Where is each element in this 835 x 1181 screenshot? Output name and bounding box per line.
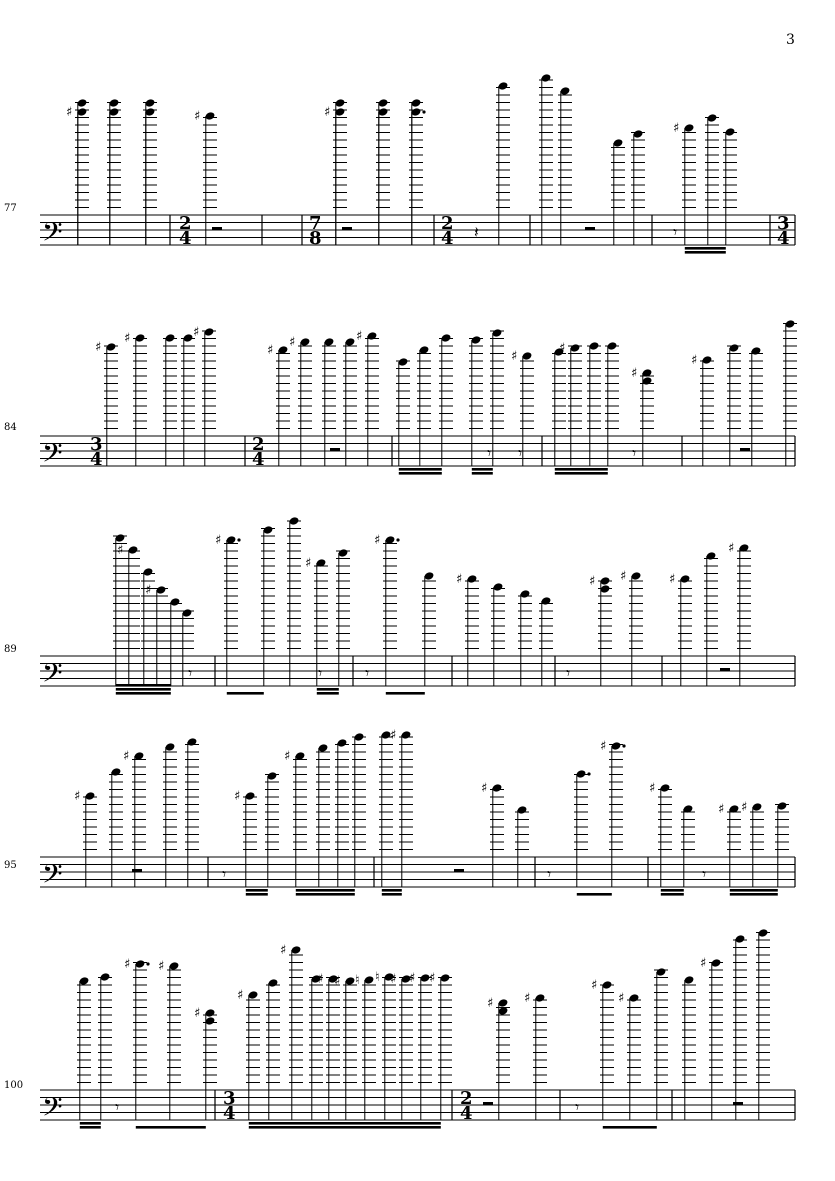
sharp-icon: ♯ <box>145 583 152 598</box>
note <box>552 347 566 466</box>
sharp-icon: ♯ <box>124 957 131 972</box>
time-sig-denominator: 8 <box>309 228 322 249</box>
sharp-icon: ♯ <box>66 105 73 120</box>
note <box>143 107 157 245</box>
time-signature <box>460 1088 473 1124</box>
rest-icon: 𝄾 <box>566 663 571 683</box>
beam <box>555 468 608 471</box>
note <box>631 129 645 245</box>
sharp-icon: ♯ <box>305 556 312 571</box>
note <box>491 582 505 686</box>
beam <box>382 889 402 892</box>
beam <box>136 1126 206 1129</box>
note <box>181 333 195 466</box>
note <box>511 349 534 466</box>
sharp-icon: ♯ <box>237 988 244 1003</box>
measure-number: 84 <box>4 422 17 433</box>
note <box>558 86 572 245</box>
rest-icon: 𝄾 <box>632 443 637 463</box>
beam <box>227 692 264 695</box>
beam <box>317 692 339 695</box>
sharp-icon: ♯ <box>390 972 397 987</box>
time-sig-numerator: 2 <box>179 213 192 234</box>
rest-icon: 𝄾 <box>575 1097 580 1117</box>
sharp-icon: ♯ <box>631 366 638 381</box>
rest-icon: 𝄾 <box>365 663 370 683</box>
rest-icon: 𝄾 <box>518 443 523 463</box>
rest-icon <box>132 869 142 873</box>
augmentation-dot <box>587 772 590 775</box>
note <box>574 769 591 887</box>
measure-number: 77 <box>4 203 17 214</box>
sharp-icon: ♯ <box>673 121 680 136</box>
sharp-icon: ♯ <box>324 105 331 120</box>
note <box>280 943 303 1120</box>
note <box>649 781 672 887</box>
beam <box>296 893 355 896</box>
note <box>124 957 150 1120</box>
staff-svg <box>0 280 835 480</box>
note <box>287 516 301 686</box>
sharp-icon: ♯ <box>356 329 363 344</box>
sharp-icon: ♯ <box>700 956 707 971</box>
time-signature <box>179 213 192 249</box>
time-sig-denominator: 4 <box>90 449 103 470</box>
beam <box>80 1126 101 1129</box>
rest-icon: 𝄾 <box>188 663 193 683</box>
sharp-icon: ♯ <box>317 972 324 987</box>
note <box>728 541 751 686</box>
rest-icon <box>483 1102 493 1106</box>
rest-icon <box>720 668 730 672</box>
beam <box>577 893 612 896</box>
beam <box>685 247 726 250</box>
note <box>417 345 431 466</box>
beam <box>472 468 493 471</box>
time-signature <box>777 213 790 249</box>
time-sig-numerator: 3 <box>90 434 103 455</box>
sharp-icon: ♯ <box>456 572 463 587</box>
rest-icon <box>733 1102 743 1106</box>
note <box>343 337 357 466</box>
staff-system-1 <box>0 0 835 270</box>
sharp-icon: ♯ <box>215 533 222 548</box>
note <box>691 353 714 466</box>
time-sig-denominator: 4 <box>777 228 790 249</box>
time-sig-denominator: 4 <box>179 228 192 249</box>
time-signature <box>309 213 322 249</box>
time-sig-numerator: 3 <box>223 1088 236 1109</box>
sharp-icon: ♯ <box>194 109 201 124</box>
rest-icon: 𝄾 <box>318 663 323 683</box>
sharp-icon: ♯ <box>620 569 627 584</box>
bass-clef-icon: 𝄢 <box>42 1091 63 1129</box>
beam <box>382 893 402 896</box>
beam <box>661 893 684 896</box>
augmentation-dot <box>146 962 149 965</box>
rest-icon <box>585 227 595 231</box>
augmentation-dot <box>422 110 425 113</box>
note <box>775 801 789 887</box>
note <box>77 976 91 1120</box>
note <box>756 928 770 1120</box>
note <box>539 73 553 245</box>
natural-icon: ♮ <box>355 973 360 988</box>
beam <box>116 692 171 695</box>
staff-system-4 <box>0 700 835 910</box>
note <box>309 974 323 1120</box>
rest-icon <box>342 227 352 231</box>
note <box>356 329 379 466</box>
rest-icon: 𝄽 <box>474 222 479 242</box>
time-sig-denominator: 4 <box>460 1103 473 1124</box>
note <box>727 343 741 466</box>
time-sig-numerator: 2 <box>441 213 454 234</box>
sharp-icon: ♯ <box>589 574 596 589</box>
staff-svg <box>0 0 835 270</box>
beam <box>603 1126 657 1129</box>
note <box>539 596 553 686</box>
note <box>749 346 763 466</box>
beam <box>317 688 339 691</box>
sharp-icon: ♯ <box>524 991 531 1006</box>
note <box>158 959 181 1120</box>
note <box>611 138 625 245</box>
rest-icon: 𝄾 <box>222 864 227 884</box>
bass-clef-icon: 𝄢 <box>42 858 63 896</box>
sharp-icon: ♯ <box>409 971 416 986</box>
bass-clef-icon: 𝄢 <box>42 437 63 475</box>
note <box>741 800 764 887</box>
note <box>704 551 718 686</box>
time-signature <box>252 434 265 470</box>
sharp-icon: ♯ <box>158 959 165 974</box>
note <box>379 730 393 887</box>
note <box>123 749 146 887</box>
staff-svg <box>0 490 835 695</box>
sharp-icon: ♯ <box>591 978 598 993</box>
rest-icon <box>454 869 464 873</box>
rest-icon: 𝄾 <box>547 864 552 884</box>
note <box>109 767 123 887</box>
time-sig-numerator: 7 <box>309 213 322 234</box>
rest-icon: 𝄾 <box>673 222 678 242</box>
sharp-icon: ♯ <box>559 341 566 356</box>
note <box>515 805 529 887</box>
note <box>481 781 504 887</box>
time-sig-denominator: 4 <box>252 449 265 470</box>
note <box>322 337 336 466</box>
sharp-icon: ♯ <box>481 781 488 796</box>
note <box>316 743 330 887</box>
note <box>669 572 692 686</box>
note <box>237 988 260 1120</box>
note <box>168 597 182 686</box>
note <box>194 1006 217 1120</box>
sharp-icon: ♯ <box>74 789 81 804</box>
augmentation-dot <box>396 538 399 541</box>
bass-clef-icon: 𝄢 <box>42 216 63 254</box>
note <box>266 978 280 1120</box>
note <box>591 978 614 1120</box>
staff-system-3 <box>0 490 835 695</box>
time-signature <box>90 434 103 470</box>
note <box>336 548 350 686</box>
staff-svg <box>0 700 835 910</box>
sharp-icon: ♯ <box>280 943 287 958</box>
note <box>261 525 275 686</box>
sharp-icon: ♯ <box>334 974 341 989</box>
note <box>305 556 328 686</box>
note <box>422 571 436 686</box>
note <box>524 991 547 1120</box>
note <box>496 81 510 245</box>
note <box>469 335 483 466</box>
sharp-icon: ♯ <box>234 789 241 804</box>
rest-icon <box>330 448 340 452</box>
measure-number: 89 <box>4 644 17 655</box>
sharp-icon: ♯ <box>194 1006 201 1021</box>
rest-icon <box>740 448 750 452</box>
beam <box>685 251 726 254</box>
augmentation-dot <box>237 538 240 541</box>
note <box>265 771 279 887</box>
rest-icon: 𝄾 <box>702 864 707 884</box>
note <box>605 341 619 466</box>
rest-icon: 𝄾 <box>115 1097 120 1117</box>
sharp-icon: ♯ <box>289 335 296 350</box>
sharp-icon: ♯ <box>618 991 625 1006</box>
note <box>589 574 612 686</box>
time-sig-denominator: 4 <box>441 228 454 249</box>
sharp-icon: ♯ <box>124 331 131 346</box>
sharp-icon: ♯ <box>741 800 748 815</box>
time-sig-denominator: 4 <box>223 1103 236 1124</box>
sharp-icon: ♯ <box>374 533 381 548</box>
time-sig-numerator: 2 <box>252 434 265 455</box>
sharp-icon: ♯ <box>267 343 274 358</box>
note <box>289 335 312 466</box>
time-sig-numerator: 2 <box>460 1088 473 1109</box>
note <box>390 728 413 887</box>
note <box>284 749 307 887</box>
note <box>163 333 177 466</box>
note <box>618 991 641 1120</box>
note <box>376 107 390 245</box>
note <box>163 742 177 887</box>
sharp-icon: ♯ <box>669 572 676 587</box>
beam <box>730 893 778 896</box>
sharp-icon: ♯ <box>728 541 735 556</box>
note <box>718 802 741 887</box>
augmentation-dot <box>622 744 625 747</box>
sharp-icon: ♯ <box>117 543 124 558</box>
bass-clef-icon: 𝄢 <box>42 657 63 695</box>
beam <box>249 1122 441 1125</box>
note <box>700 956 723 1120</box>
page-number: 3 <box>786 32 795 48</box>
rest-icon <box>212 227 222 231</box>
beam <box>80 1122 101 1125</box>
sharp-icon: ♯ <box>429 971 436 986</box>
time-sig-numerator: 3 <box>777 213 790 234</box>
note <box>490 328 504 466</box>
sharp-icon: ♯ <box>95 340 102 355</box>
note <box>117 543 140 686</box>
note <box>439 333 453 466</box>
beam <box>661 889 684 892</box>
note <box>487 996 510 1120</box>
sharp-icon: ♯ <box>718 802 725 817</box>
note <box>682 975 696 1120</box>
staff-system-2 <box>0 280 835 480</box>
sharp-icon: ♯ <box>193 325 200 340</box>
sharp-icon: ♯ <box>511 349 518 364</box>
note <box>193 325 216 466</box>
beam <box>730 889 778 892</box>
note <box>587 341 601 466</box>
time-signature <box>223 1088 236 1124</box>
note <box>456 572 479 686</box>
sharp-icon: ♯ <box>487 996 494 1011</box>
beam <box>246 893 268 896</box>
beam <box>555 472 608 475</box>
note <box>396 357 410 466</box>
sharp-icon: ♯ <box>390 728 397 743</box>
staff-svg <box>0 930 835 1150</box>
beam <box>472 472 493 475</box>
note <box>620 569 643 686</box>
note <box>733 934 747 1120</box>
sharp-icon: ♯ <box>600 739 607 754</box>
beam <box>116 684 171 687</box>
note <box>124 331 147 466</box>
sharp-icon: ♯ <box>123 749 130 764</box>
beam <box>116 688 171 691</box>
sharp-icon: ♯ <box>649 781 656 796</box>
beam <box>386 692 425 695</box>
sharp-icon: ♯ <box>284 749 291 764</box>
beam <box>399 468 442 471</box>
note <box>194 109 217 245</box>
rest-icon: 𝄾 <box>487 443 492 463</box>
measure-number: 100 <box>4 1080 24 1091</box>
natural-icon: ♮ <box>375 970 380 985</box>
staff-system-5 <box>0 930 835 1150</box>
beam <box>399 472 442 475</box>
note <box>559 341 582 466</box>
note <box>334 974 357 1120</box>
note <box>107 107 121 245</box>
sharp-icon: ♯ <box>691 353 698 368</box>
measure-number: 95 <box>4 860 17 871</box>
beam <box>296 889 355 892</box>
note <box>681 804 695 887</box>
beam <box>246 889 268 892</box>
note <box>352 732 366 887</box>
beam <box>249 1126 441 1129</box>
note <box>705 113 719 245</box>
note <box>267 343 290 466</box>
time-signature <box>441 213 454 249</box>
note <box>723 127 737 245</box>
